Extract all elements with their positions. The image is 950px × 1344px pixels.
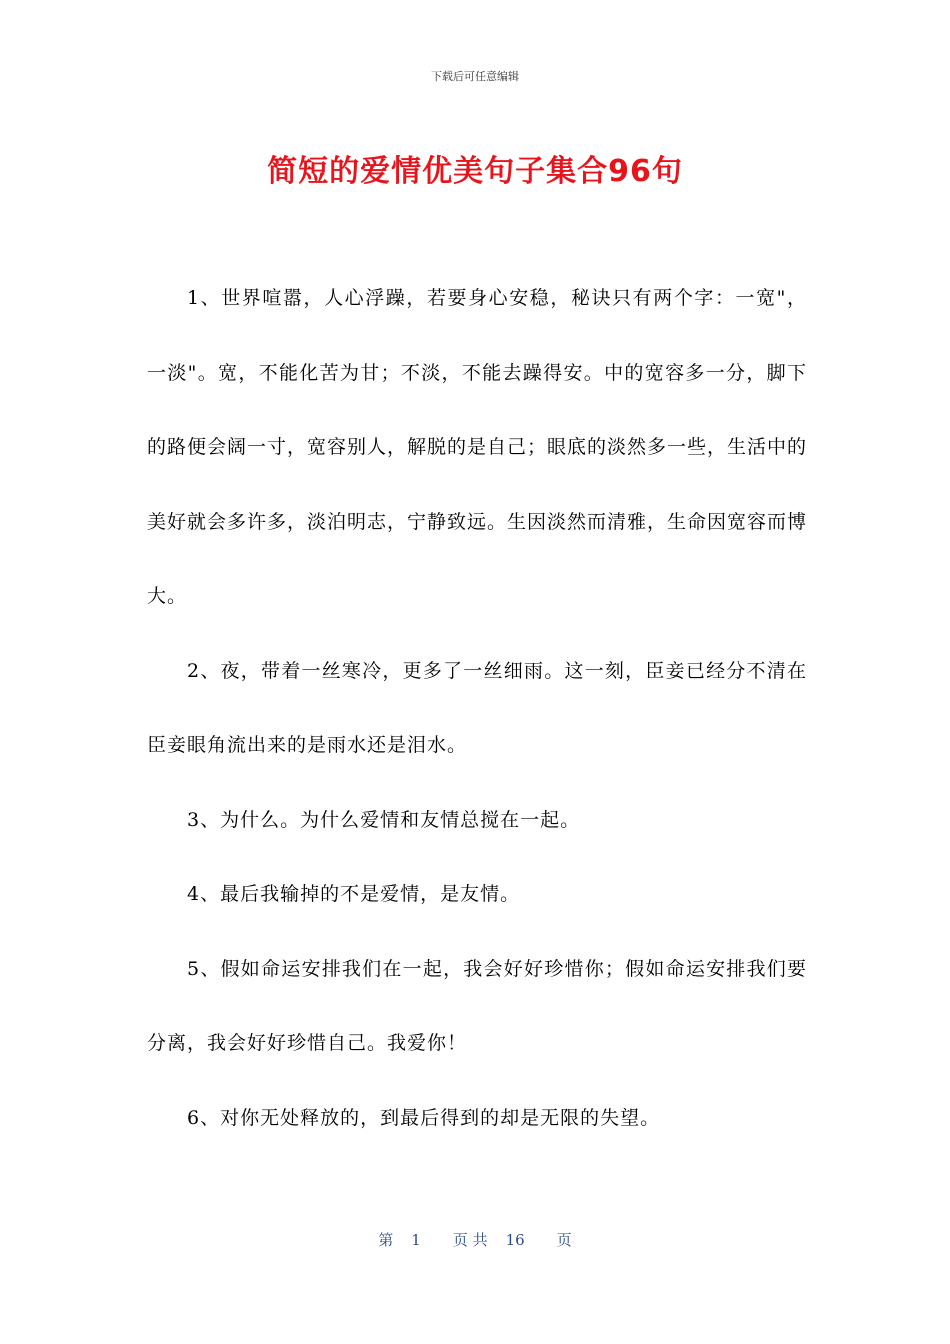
header-note: 下载后可任意编辑 <box>431 70 519 83</box>
page-current: 1 <box>411 1231 421 1249</box>
paragraph-5: 5、假如命运安排我们在一起，我会好好珍惜你；假如命运安排我们要分离，我会好好珍惜自己。我爱你！ <box>147 957 807 1054</box>
document-title: 简短的爱情优美句子集合96句 <box>267 154 683 189</box>
page-middle: 页 共 <box>452 1231 488 1249</box>
paragraph-4: 4、最后我输掉的不是爱情，是友情。 <box>187 883 521 905</box>
paragraph-2: 2、夜，带着一丝寒冷，更多了一丝细雨。这一刻，臣妾已经分不清在臣妾眼角流出来的是雨水还是泪水。 <box>147 659 807 756</box>
paragraph-1: 1、世界喧嚣，人心浮躁，若要身心安稳，秘诀只有两个字：一宽"，一淡"。宽，不能化苦为甘；不淡，不能去躁得安。中的宽容多一分，脚下的路便会阔一寸，宽容别人，解脱的是自己；眼底的淡然多一些，生活中的美好就会多许多，淡泊明志，宁静致远。生因淡然而清雅，生命因宽容而博大。 <box>147 287 808 607</box>
paragraph-6: 6、对你无处释放的，到最后得到的却是无限的失望。 <box>187 1106 661 1129</box>
page-total: 16 <box>505 1231 525 1249</box>
page-suffix: 页 <box>556 1231 572 1249</box>
page-prefix: 第 <box>378 1231 394 1249</box>
paragraph-3: 3、为什么。为什么爱情和友情总搅在一起。 <box>187 808 581 831</box>
page-footer <box>0 1229 950 1250</box>
document-body <box>147 261 807 1155</box>
